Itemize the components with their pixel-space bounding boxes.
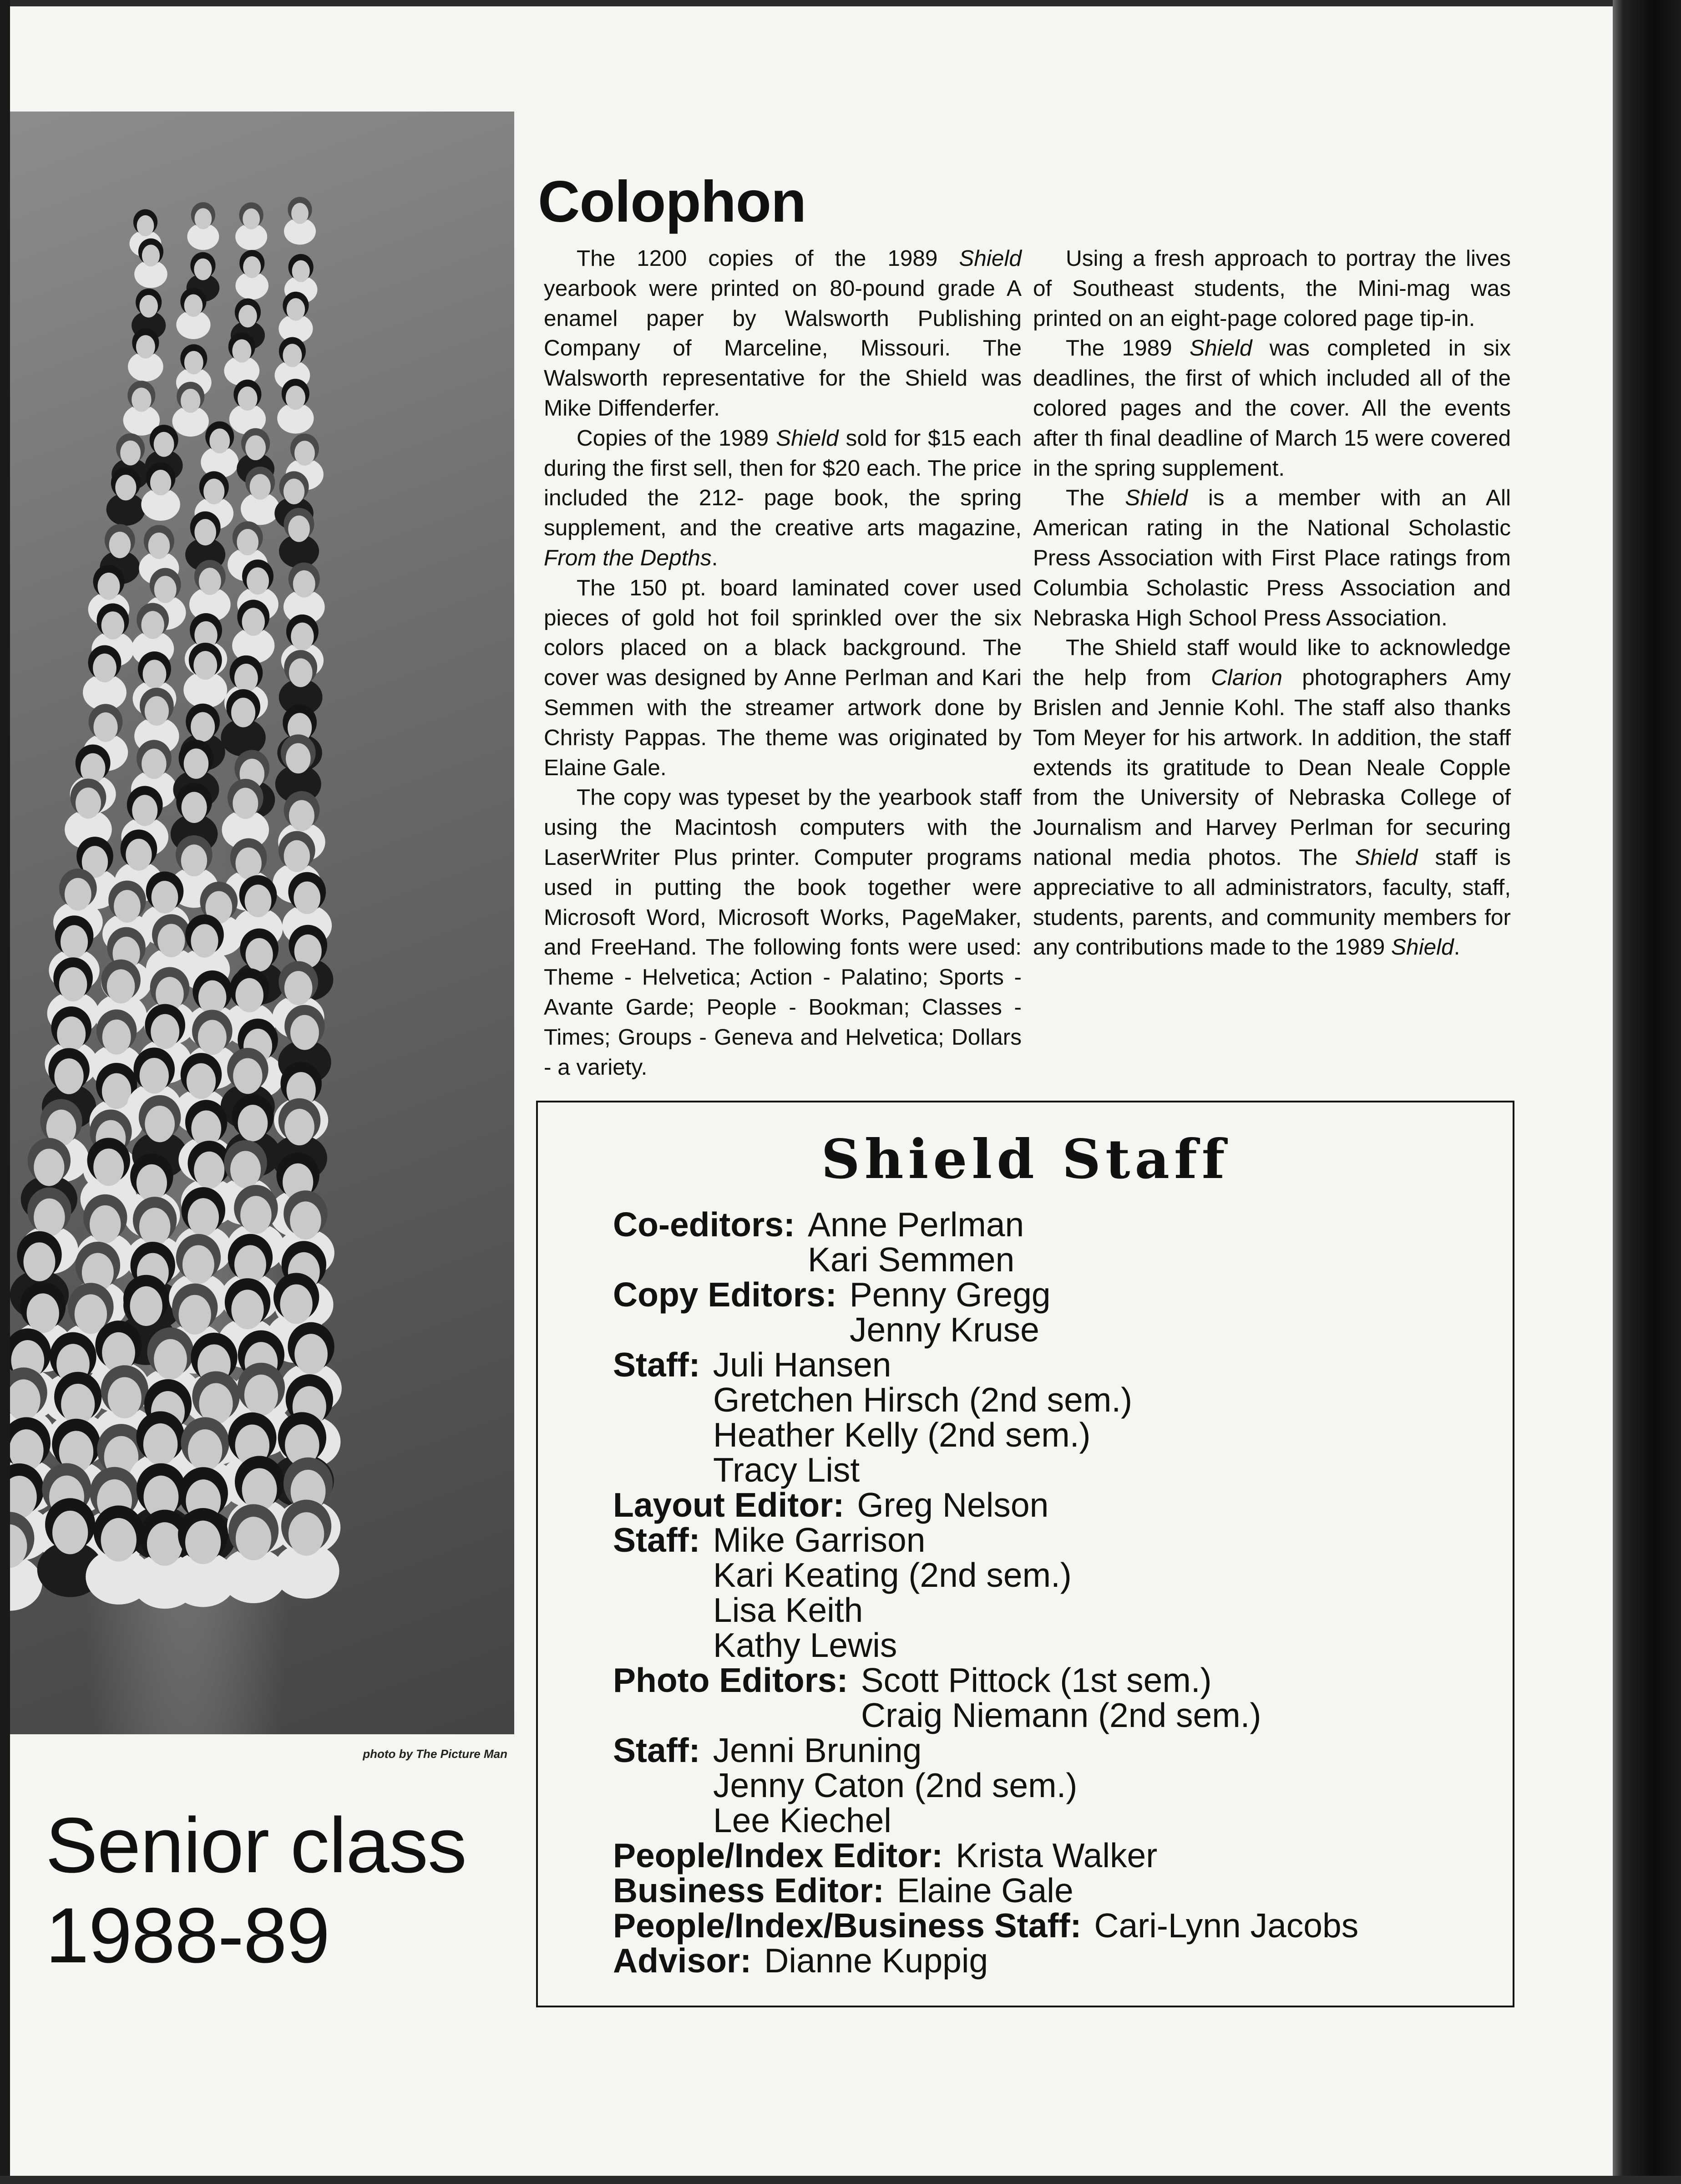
colophon-paragraph (544, 423, 1022, 573)
italic-title: From the Depths (544, 545, 712, 570)
italic-title: Shield (1355, 844, 1418, 870)
paragraph-text: photographers Amy Brislen and Jennie Kohl. The staff also thanks Tom Meyer for his artwork. In addition, the staff extends its gratitude to Dean Neale Copple from the University of Nebraska College of Journalism and Harvey Perlman for securing national media photos. The (1033, 665, 1511, 870)
paragraph-text: The 1989 (1066, 335, 1190, 361)
paragraph-text: yearbook were printed on 80-pound grade A enamel paper by Walsworth Publishing Company of Marceline, Missouri. The Walsworth representative for the Shield was Mike Diffenderfer. (544, 275, 1022, 421)
page-edge-bottom (0, 2176, 1681, 2184)
colophon-paragraph (544, 244, 1022, 423)
person-face (291, 203, 309, 224)
person-face (209, 428, 230, 453)
person-face (232, 339, 251, 362)
person-face (294, 441, 315, 466)
person-face (284, 478, 304, 504)
person-face (34, 1199, 65, 1237)
person-face (292, 260, 310, 282)
person-face (61, 1384, 95, 1425)
person-face (143, 660, 167, 688)
person-face (157, 924, 185, 958)
person-face (108, 1377, 142, 1418)
person-face (93, 654, 116, 682)
colophon-column-2 (1033, 244, 1511, 962)
colophon-column-1 (544, 244, 1022, 1082)
person-face (286, 743, 311, 774)
staff-role: Business Editor: (613, 1871, 884, 1910)
senior-class-photo (10, 112, 514, 1734)
paragraph-text: staff is appreciative to all administrators, faculty, staff, students, parents, and community members for any contributions made to the 1989 (1033, 844, 1511, 960)
staff-role: People/Index/Business Staff: (613, 1906, 1082, 1945)
person-face (185, 1521, 221, 1564)
paragraph-text: The copy was typeset by the yearbook staff using the Macintosh computers with the LaserWriter Plus printer. Computer programs used in putting the book together were Microsoft Word, Microsoft Works, PageMaker, and FreeHand. The following fonts were used: Theme - Helvetica; Action - Palatino; Sports - Avante Garde; People - Bookman; Classes - Times; Groups - Geneva and Helvetica; Dollars - a variety. (544, 785, 1022, 1080)
person-face (234, 1245, 266, 1284)
colophon-paragraph (544, 573, 1022, 783)
person-face (194, 1152, 224, 1189)
person-face (199, 568, 221, 595)
person-face (291, 623, 314, 651)
staff-box (536, 1101, 1514, 2007)
paragraph-text: is a member with an All American rating in the National Scholastic Press Association with First Place ratings from Columbia Scholastic Press Association and Nebraska High School Press Association. (1033, 485, 1511, 630)
person-face (247, 567, 269, 594)
staff-name: Mike Garrison (713, 1521, 926, 1559)
person-face (289, 658, 313, 687)
person-face (235, 978, 263, 1012)
person-face (245, 884, 272, 917)
person-face (115, 475, 136, 500)
person-face (143, 1423, 178, 1465)
person-face (238, 386, 257, 411)
person-face (244, 1375, 278, 1416)
staff-name: Jenny Caton (2nd sem.) (713, 1766, 1078, 1804)
person-face (233, 1058, 262, 1094)
person-face (154, 1339, 187, 1380)
person-face (101, 611, 124, 640)
staff-role: Staff: (613, 1731, 700, 1769)
crowd-illustration (10, 112, 514, 1734)
person-face (287, 298, 305, 321)
person-face (141, 611, 164, 639)
italic-title: Shield (1189, 335, 1252, 361)
person-face (182, 792, 207, 823)
person-face (193, 651, 217, 680)
page-edge-left (0, 0, 10, 2184)
person-face (290, 1201, 321, 1239)
person-face (188, 1198, 219, 1236)
colophon-paragraph (1033, 633, 1511, 962)
person-face (59, 967, 87, 1001)
person-face (76, 787, 101, 818)
person-face (154, 576, 177, 603)
person-face (198, 1020, 227, 1055)
person-face (145, 696, 169, 726)
staff-name: Kari Semmen (808, 1240, 1015, 1279)
person-face (194, 208, 212, 229)
person-face (184, 294, 203, 317)
paragraph-text: Copies of the 1989 (577, 425, 776, 451)
paragraph-text: sold for $15 each during the first sell, then for $20 each. The price included the 212- page book, the spring supplement, and the creative arts magazine, (544, 425, 1022, 541)
person-face (245, 435, 266, 460)
person-face (191, 924, 218, 958)
colophon-paragraph (1033, 244, 1511, 333)
staff-entry (613, 1733, 1358, 1768)
person-face (120, 441, 141, 466)
staff-entry (613, 1663, 1358, 1698)
person-face (130, 1286, 162, 1326)
person-face (152, 881, 178, 914)
staff-entry (613, 1838, 1358, 1873)
staff-entry (613, 1523, 1358, 1558)
person-face (187, 1063, 216, 1099)
person-face (52, 1511, 88, 1554)
person-face (294, 1334, 328, 1374)
staff-name: Juli Hansen (713, 1346, 891, 1384)
person-face (184, 351, 203, 374)
person-face (109, 532, 131, 558)
person-face (294, 881, 320, 914)
person-face (139, 295, 158, 318)
italic-title: Shield (1391, 935, 1454, 960)
colophon-paragraph (1033, 483, 1511, 633)
person-face (236, 848, 262, 879)
person-face (101, 1518, 137, 1562)
person-face (194, 259, 212, 280)
colophon-paragraph (1033, 333, 1511, 483)
person-face (34, 1149, 64, 1186)
staff-name: Greg Nelson (857, 1486, 1049, 1524)
italic-title: Shield (959, 246, 1022, 271)
person-face (231, 1290, 263, 1329)
staff-name: Craig Niemann (2nd sem.) (861, 1696, 1261, 1734)
person-face (54, 1058, 83, 1094)
person-face (191, 712, 215, 742)
person-face (179, 1295, 211, 1335)
staff-role: Photo Editors: (613, 1661, 848, 1699)
person-face (230, 1151, 261, 1188)
photo-credit: photo by The Picture Man (363, 1747, 507, 1761)
person-face (284, 840, 310, 872)
person-face (102, 1073, 131, 1109)
staff-entry (613, 1207, 1358, 1242)
person-face (137, 1164, 167, 1202)
italic-title: Shield (776, 425, 839, 451)
staff-role: Copy Editors: (613, 1275, 837, 1314)
person-face (238, 305, 257, 328)
person-face (61, 925, 88, 959)
person-face (284, 971, 313, 1005)
person-face (147, 1522, 182, 1566)
person-face (242, 608, 265, 636)
person-face (81, 753, 106, 784)
staff-name: Anne Perlman (807, 1205, 1024, 1244)
staff-name: Gretchen Hirsch (2nd sem.) (713, 1381, 1133, 1419)
staff-name: Scott Pittock (1st sem.) (861, 1661, 1212, 1699)
person-face (142, 749, 167, 779)
paragraph-text: The 1200 copies of the 1989 (577, 246, 959, 271)
person-face (250, 474, 271, 499)
person-face (233, 788, 258, 819)
staff-entry (613, 1943, 1358, 1978)
person-face (150, 470, 171, 495)
person-face (132, 795, 157, 826)
paragraph-text: The (1066, 485, 1125, 511)
person-face (280, 1284, 312, 1324)
staff-name: Tracy List (713, 1451, 860, 1489)
paragraph-text: Using a fresh approach to portray the lives of Southeast students, the Mini-mag was printed on an eight-page colored page tip-in. (1033, 246, 1511, 331)
person-face (181, 844, 207, 876)
staff-entry (613, 1347, 1358, 1382)
person-face (289, 800, 314, 831)
person-face (132, 388, 151, 412)
staff-role: Layout Editor: (613, 1486, 845, 1524)
paragraph-text: . (1453, 935, 1460, 960)
person-face (242, 1468, 277, 1511)
staff-name: Jenny Kruse (850, 1310, 1039, 1349)
staff-name: Lee Kiechel (713, 1801, 891, 1839)
person-face (288, 516, 310, 542)
person-face (286, 386, 305, 410)
person-face (140, 1058, 169, 1094)
staff-name: Cari-Lynn Jacobs (1094, 1906, 1359, 1945)
paragraph-text: was completed in six deadlines, the first of which included all of the colored pages and the cover. All the events after th final deadline of March 15 were covered in the spring supplement. (1033, 335, 1511, 481)
class-title-line2: 1988-89 (46, 1892, 330, 1979)
person-face (240, 1196, 272, 1234)
staff-role: Staff: (613, 1521, 700, 1559)
person-face (284, 1109, 314, 1145)
person-face (126, 839, 152, 871)
person-face (237, 529, 258, 555)
person-face (142, 245, 160, 267)
person-face (93, 1148, 124, 1186)
staff-name: Kari Keating (2nd sem.) (713, 1556, 1072, 1594)
person-face (290, 1015, 319, 1050)
person-face (238, 1105, 268, 1141)
person-face (57, 1016, 86, 1051)
staff-name: Dianne Kuppig (764, 1941, 988, 1980)
person-face (184, 748, 209, 779)
italic-title: Shield (1125, 485, 1188, 511)
staff-entry (613, 1488, 1358, 1523)
senior-class-title (46, 1800, 519, 1981)
person-face (293, 570, 315, 598)
colophon-title: Colophon (538, 169, 806, 234)
person-face (139, 1208, 171, 1246)
staff-name: Penny Gregg (849, 1275, 1051, 1314)
staff-role: Staff: (613, 1346, 700, 1384)
staff-name: Krista Walker (956, 1836, 1158, 1874)
person-face (24, 1242, 56, 1281)
person-face (203, 478, 224, 504)
person-face (137, 215, 154, 236)
person-face (90, 1205, 121, 1244)
person-face (107, 969, 135, 1003)
person-face (98, 573, 120, 600)
person-face (234, 664, 258, 692)
person-face (236, 1517, 271, 1560)
staff-name: Kathy Lewis (713, 1626, 897, 1664)
paragraph-text: The Shield staff would like to acknowledge the help from (1033, 635, 1511, 691)
staff-list (613, 1207, 1358, 1978)
staff-entry (613, 1908, 1358, 1943)
person-face (289, 1512, 324, 1556)
person-face (246, 938, 273, 972)
person-face (188, 1429, 223, 1471)
staff-role: Advisor: (613, 1941, 752, 1980)
person-face (243, 256, 261, 278)
italic-title: Clarion (1211, 665, 1282, 691)
person-face (154, 432, 174, 457)
person-face (114, 890, 141, 923)
page-binding-edge (1613, 0, 1681, 2184)
paragraph-text: The 150 pt. board laminated cover used pieces of gold hot foil sprinkled over the six colors placed on a black background. The cover was designed by Anne Perlman and Kari Semmen with the streamer artwork done by Christy Pappas. The theme was originated by Elaine Gale. (544, 575, 1022, 780)
staff-name: Jenni Bruning (713, 1731, 922, 1769)
person-face (198, 980, 227, 1015)
staff-role: People/Index Editor: (613, 1836, 943, 1874)
person-face (148, 533, 170, 559)
staff-name: Lisa Keith (713, 1591, 863, 1629)
staff-name: Elaine Gale (896, 1871, 1073, 1910)
staff-entry (613, 1873, 1358, 1908)
person-face (283, 344, 302, 367)
staff-role: Co-editors: (613, 1205, 795, 1244)
person-face (194, 519, 216, 545)
person-face (93, 712, 117, 742)
person-face (181, 389, 200, 413)
colophon-paragraph (544, 782, 1022, 1082)
person-face (136, 335, 155, 358)
person-face (102, 1020, 131, 1055)
person-face (231, 698, 255, 727)
page-edge-top (0, 0, 1681, 6)
person-face (182, 1245, 214, 1284)
staff-entry (613, 1277, 1358, 1312)
person-face (243, 208, 260, 229)
staff-name: Heather Kelly (2nd sem.) (713, 1416, 1091, 1454)
class-title-line1: Senior class (46, 1802, 466, 1889)
person-face (145, 1106, 175, 1142)
staff-title: Shield Staff (821, 1128, 1230, 1191)
paragraph-text: . (711, 545, 718, 570)
person-face (151, 1014, 179, 1049)
person-face (27, 1293, 59, 1333)
person-face (65, 878, 91, 911)
